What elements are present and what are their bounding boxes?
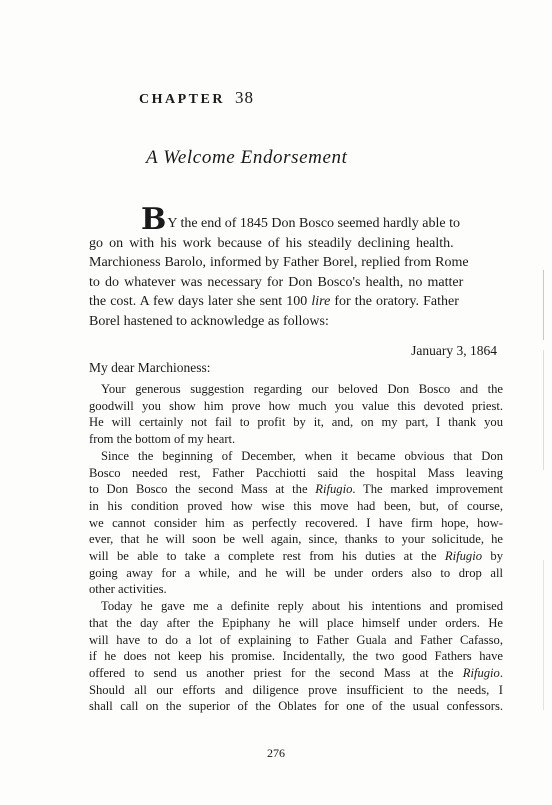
letter-line: Your generous suggestion regarding our beloved Don Bosco and the [101,382,503,396]
letter-line: that the day after the Epiphany he will place himself under orders. He [89,615,503,630]
intro-line: Marchioness Barolo, informed by Father Borel, replied from Rome [89,255,469,270]
letter-body [89,381,503,715]
letter-line: will be able to take a complete rest from his duties at the Rifugio by [89,549,503,564]
letter-line: from the bottom of my heart. [89,432,236,447]
letter-line: shall call on the superior of the Oblates for one of the usual confessors. [89,699,503,714]
letter-line: in his condition proved how wise this move had been, but, of course, [89,498,503,513]
letter-line: we cannot consider him as perfectly recovered. I have firm hope, how- [89,515,503,530]
letter-line: will have to do a lot of explaining to Father Guala and Father Cafasso, [89,632,503,647]
letter-line: ever, that he will soon be well again, since, thanks to your solicitude, he [89,532,503,547]
letter-salutation: My dear Marchioness: [89,360,211,375]
drop-cap: B [141,202,167,237]
letter-line: Should all our efforts and diligence prove insufficient to the needs, I [89,682,503,697]
letter-line: other activities. [89,582,167,597]
scan-edge-mark [543,350,544,470]
scan-edge-mark [543,560,544,710]
page-number: 276 [267,746,285,760]
letter-line: Bosco needed rest, Father Pacchiotti said the hospital Mass leaving [89,465,503,480]
chapter-heading [139,88,254,108]
letter-line: goodwill you show him prove how much you value this devoted priest. [89,398,503,413]
letter-line: to Don Bosco the second Mass at the Rifugio. The marked improvement [89,482,503,497]
letter-line: offered to send us another priest for the second Mass at the Rifugio. [89,665,503,680]
letter-line: Today he gave me a definite reply about his intentions and promised [101,599,503,614]
intro-paragraph [89,202,503,331]
chapter-number: 38 [234,88,254,107]
intro-line: Borel hastened to acknowledge as follows: [89,313,329,329]
intro-line: the cost. A few days later she sent 100 lire for the oratory. Father [89,294,459,309]
chapter-label: CHAPTER [139,92,225,107]
intro-line: BY the end of 1845 Don Bosco seemed hardly able to [141,202,460,237]
letter-line: going away for a while, and he will be under orders also to drop all [89,565,503,580]
chapter-title: A Welcome Endorsement [146,147,348,168]
intro-line: go on with his work because of his steadily declining health. [89,235,454,251]
letter-line: He will certainly not fail to profit by it, and, on my part, I thank you [89,415,503,430]
scan-edge-mark [543,270,544,340]
intro-line: to do whatever was necessary for Don Bosco's health, no matter [89,274,464,290]
letter-line: Since the beginning of December, when it became obvious that Don [101,448,503,463]
letter-date: January 3, 1864 [411,343,497,358]
letter-line: if he does not keep his promise. Incidentally, the two good Fathers have [89,649,503,664]
